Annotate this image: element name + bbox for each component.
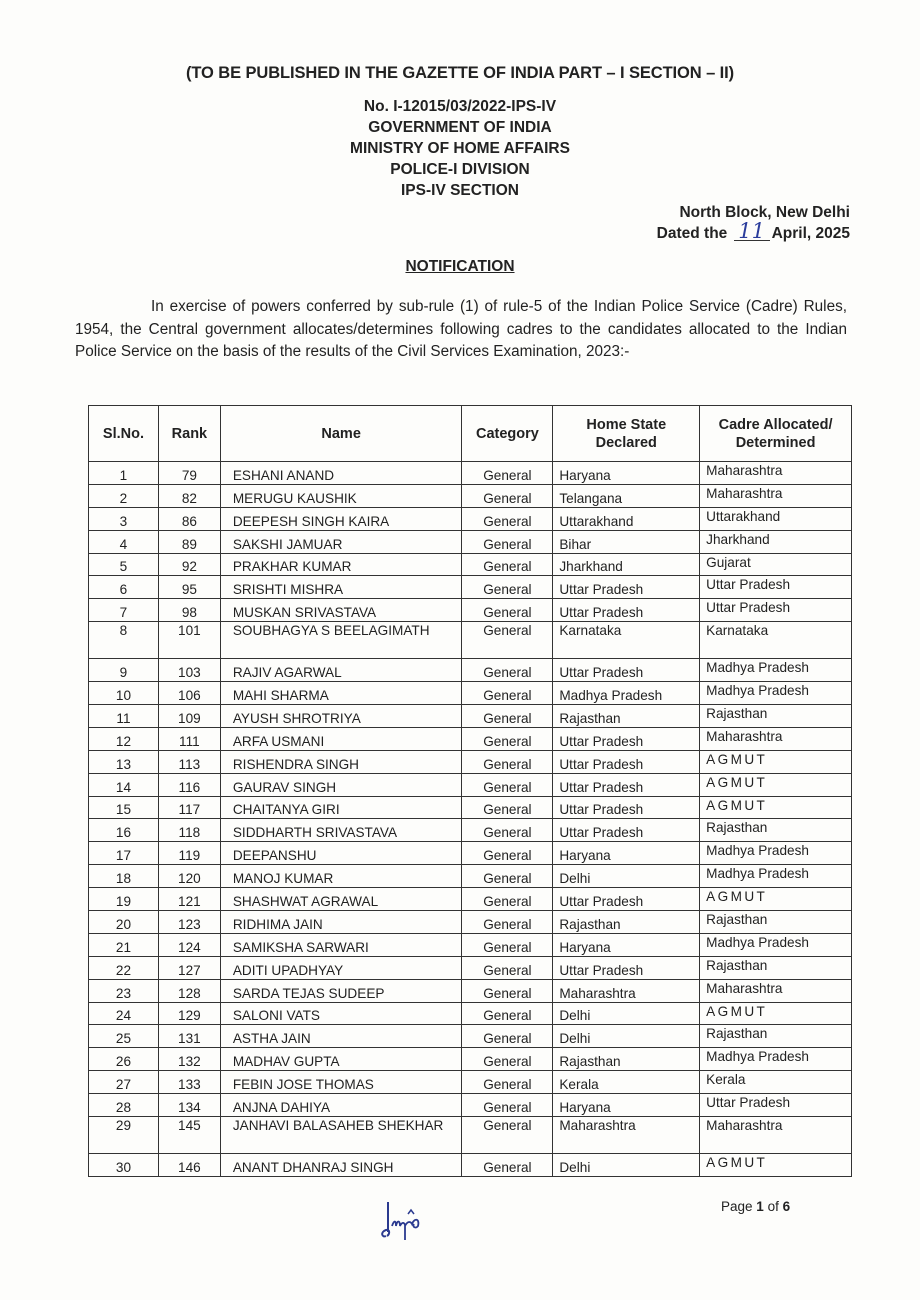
cell-sl-no: 4	[89, 530, 159, 553]
cell-sl-no: 25	[89, 1025, 159, 1048]
cell-cadre: Madhya Pradesh	[700, 1048, 852, 1071]
cell-name: MAHI SHARMA	[220, 682, 462, 705]
cell-category: General	[462, 1094, 553, 1117]
cell-category: General	[462, 727, 553, 750]
cell-category: General	[462, 462, 553, 485]
cell-cadre: Gujarat	[700, 553, 852, 576]
cell-home-state: Uttar Pradesh	[553, 956, 700, 979]
cell-name: ESHANI ANAND	[220, 462, 462, 485]
cell-cadre: Maharashtra	[700, 727, 852, 750]
cell-category: General	[462, 888, 553, 911]
cell-rank: 123	[158, 911, 220, 934]
table-row	[89, 1048, 852, 1071]
table-row	[89, 727, 852, 750]
cell-home-state: Uttar Pradesh	[553, 796, 700, 819]
header-rank: Rank	[158, 406, 220, 462]
cell-sl-no: 16	[89, 819, 159, 842]
cell-name: SRISHTI MISHRA	[220, 576, 462, 599]
cadre-allocation-table	[88, 405, 852, 1177]
cell-home-state: Delhi	[553, 1002, 700, 1025]
cell-sl-no: 15	[89, 796, 159, 819]
cell-rank: 145	[158, 1117, 220, 1154]
cell-cadre: AGMUT	[700, 773, 852, 796]
cell-name: SALONI VATS	[220, 1002, 462, 1025]
cell-name: ANANT DHANRAJ SINGH	[220, 1154, 462, 1177]
cell-rank: 117	[158, 796, 220, 819]
cell-home-state: Maharashtra	[553, 1117, 700, 1154]
cell-cadre: AGMUT	[700, 1002, 852, 1025]
division-name: POLICE-I DIVISION	[390, 161, 530, 178]
cell-cadre: Maharashtra	[700, 1117, 852, 1154]
cell-name: MADHAV GUPTA	[220, 1048, 462, 1071]
cell-rank: 111	[158, 727, 220, 750]
cell-home-state: Haryana	[553, 933, 700, 956]
cell-sl-no: 30	[89, 1154, 159, 1177]
cell-sl-no: 28	[89, 1094, 159, 1117]
cell-sl-no: 12	[89, 727, 159, 750]
cell-sl-no: 20	[89, 911, 159, 934]
cell-sl-no: 27	[89, 1071, 159, 1094]
cell-home-state: Madhya Pradesh	[553, 682, 700, 705]
cell-rank: 92	[158, 553, 220, 576]
table-row	[89, 1117, 852, 1154]
header-home-state: Home State Declared	[553, 406, 700, 462]
cell-rank: 121	[158, 888, 220, 911]
cell-category: General	[462, 622, 553, 659]
cell-home-state: Delhi	[553, 1025, 700, 1048]
cell-home-state: Uttar Pradesh	[553, 599, 700, 622]
cell-home-state: Maharashtra	[553, 979, 700, 1002]
cell-sl-no: 19	[89, 888, 159, 911]
cell-home-state: Rajasthan	[553, 911, 700, 934]
cell-name: SHASHWAT AGRAWAL	[220, 888, 462, 911]
cell-rank: 89	[158, 530, 220, 553]
header-category: Category	[462, 406, 553, 462]
cell-home-state: Haryana	[553, 1094, 700, 1117]
cell-home-state: Rajasthan	[553, 1048, 700, 1071]
cell-sl-no: 26	[89, 1048, 159, 1071]
table-row	[89, 530, 852, 553]
cell-home-state: Telangana	[553, 484, 700, 507]
cell-name: ADITI UPADHYAY	[220, 956, 462, 979]
cell-rank: 103	[158, 659, 220, 682]
cell-home-state: Delhi	[553, 865, 700, 888]
table-row	[89, 1025, 852, 1048]
cell-home-state: Uttar Pradesh	[553, 750, 700, 773]
cell-sl-no: 8	[89, 622, 159, 659]
cell-sl-no: 17	[89, 842, 159, 865]
cell-cadre: Kerala	[700, 1071, 852, 1094]
table-row	[89, 911, 852, 934]
cell-category: General	[462, 1117, 553, 1154]
cell-name: SIDDHARTH SRIVASTAVA	[220, 819, 462, 842]
cell-cadre: Rajasthan	[700, 911, 852, 934]
cell-category: General	[462, 1071, 553, 1094]
table-row	[89, 888, 852, 911]
cell-sl-no: 1	[89, 462, 159, 485]
cell-rank: 119	[158, 842, 220, 865]
table-row	[89, 1071, 852, 1094]
cell-cadre: AGMUT	[700, 750, 852, 773]
cell-category: General	[462, 865, 553, 888]
cell-name: MUSKAN SRIVASTAVA	[220, 599, 462, 622]
cell-rank: 98	[158, 599, 220, 622]
cell-home-state: Rajasthan	[553, 705, 700, 728]
signature-icon	[378, 1196, 438, 1242]
header-name: Name	[220, 406, 462, 462]
table-row	[89, 865, 852, 888]
cell-name: ASTHA JAIN	[220, 1025, 462, 1048]
place-and-date	[657, 202, 850, 244]
cell-name: PRAKHAR KUMAR	[220, 553, 462, 576]
cell-name: DEEPANSHU	[220, 842, 462, 865]
cell-home-state: Uttar Pradesh	[553, 819, 700, 842]
cell-sl-no: 22	[89, 956, 159, 979]
cell-home-state: Delhi	[553, 1154, 700, 1177]
table-row	[89, 462, 852, 485]
cell-category: General	[462, 819, 553, 842]
cell-rank: 79	[158, 462, 220, 485]
cell-cadre: Karnataka	[700, 622, 852, 659]
cell-rank: 124	[158, 933, 220, 956]
cell-name: SAMIKSHA SARWARI	[220, 933, 462, 956]
cell-name: GAURAV SINGH	[220, 773, 462, 796]
cell-cadre: Rajasthan	[700, 705, 852, 728]
cell-rank: 106	[158, 682, 220, 705]
cell-rank: 128	[158, 979, 220, 1002]
table-row	[89, 599, 852, 622]
cell-rank: 120	[158, 865, 220, 888]
cell-cadre: Uttar Pradesh	[700, 576, 852, 599]
cell-name: MERUGU KAUSHIK	[220, 484, 462, 507]
file-number: No. I-12015/03/2022-IPS-IV	[363, 98, 557, 115]
table-header-row	[89, 406, 852, 462]
cell-rank: 116	[158, 773, 220, 796]
cell-home-state: Uttar Pradesh	[553, 659, 700, 682]
cell-cadre: Uttar Pradesh	[700, 1094, 852, 1117]
table-row	[89, 1094, 852, 1117]
cell-sl-no: 7	[89, 599, 159, 622]
cell-name: ANJNA DAHIYA	[220, 1094, 462, 1117]
cell-home-state: Bihar	[553, 530, 700, 553]
cell-sl-no: 11	[89, 705, 159, 728]
table-row	[89, 705, 852, 728]
cell-sl-no: 9	[89, 659, 159, 682]
cell-category: General	[462, 796, 553, 819]
intro-paragraph: In exercise of powers conferred by sub-rule (1) of rule-5 of the Indian Police Service (Cadre) Rules, 1954, the Central government allocates/determines following cadres to the candidates allocated to the Indian Police Service on the basis of the results of the Civil Services Examination, 2023:-	[75, 298, 847, 361]
cell-cadre: AGMUT	[700, 1154, 852, 1177]
cell-rank: 146	[158, 1154, 220, 1177]
cell-name: RIDHIMA JAIN	[220, 911, 462, 934]
table-row	[89, 1002, 852, 1025]
cell-home-state: Uttar Pradesh	[553, 576, 700, 599]
cell-home-state: Haryana	[553, 842, 700, 865]
cell-home-state: Karnataka	[553, 622, 700, 659]
table-row	[89, 956, 852, 979]
cell-name: SOUBHAGYA S BEELAGIMATH	[220, 622, 462, 659]
cell-sl-no: 29	[89, 1117, 159, 1154]
cell-name: JANHAVI BALASAHEB SHEKHAR	[220, 1117, 462, 1154]
cell-category: General	[462, 1002, 553, 1025]
cell-category: General	[462, 750, 553, 773]
cell-rank: 109	[158, 705, 220, 728]
cell-sl-no: 10	[89, 682, 159, 705]
cell-home-state: Kerala	[553, 1071, 700, 1094]
cell-name: AYUSH SHROTRIYA	[220, 705, 462, 728]
cell-rank: 132	[158, 1048, 220, 1071]
cell-rank: 129	[158, 1002, 220, 1025]
cell-cadre: Maharashtra	[700, 484, 852, 507]
cell-category: General	[462, 1025, 553, 1048]
cell-category: General	[462, 1048, 553, 1071]
cell-home-state: Haryana	[553, 462, 700, 485]
table-row	[89, 819, 852, 842]
cell-cadre: AGMUT	[700, 796, 852, 819]
cell-category: General	[462, 911, 553, 934]
cell-name: ARFA USMANI	[220, 727, 462, 750]
cell-home-state: Uttar Pradesh	[553, 888, 700, 911]
cell-cadre: AGMUT	[700, 888, 852, 911]
cell-category: General	[462, 530, 553, 553]
cell-name: RISHENDRA SINGH	[220, 750, 462, 773]
cell-cadre: Madhya Pradesh	[700, 682, 852, 705]
table-row	[89, 507, 852, 530]
cell-sl-no: 14	[89, 773, 159, 796]
cell-sl-no: 3	[89, 507, 159, 530]
cell-name: CHAITANYA GIRI	[220, 796, 462, 819]
cell-cadre: Rajasthan	[700, 819, 852, 842]
current-page: 1	[756, 1199, 764, 1214]
ministry-name: MINISTRY OF HOME AFFAIRS	[350, 140, 570, 157]
table-row	[89, 979, 852, 1002]
header-cadre: Cadre Allocated/ Determined	[700, 406, 852, 462]
cell-category: General	[462, 956, 553, 979]
cell-category: General	[462, 682, 553, 705]
cell-rank: 82	[158, 484, 220, 507]
cell-category: General	[462, 553, 553, 576]
cell-sl-no: 2	[89, 484, 159, 507]
cell-rank: 86	[158, 507, 220, 530]
table-row	[89, 796, 852, 819]
cell-rank: 131	[158, 1025, 220, 1048]
cell-sl-no: 18	[89, 865, 159, 888]
cell-name: SAKSHI JAMUAR	[220, 530, 462, 553]
cell-home-state: Uttar Pradesh	[553, 727, 700, 750]
location: North Block, New Delhi	[679, 204, 850, 221]
cell-category: General	[462, 1154, 553, 1177]
cell-rank: 101	[158, 622, 220, 659]
cell-cadre: Madhya Pradesh	[700, 842, 852, 865]
cell-home-state: Uttarakhand	[553, 507, 700, 530]
page-number: Page 1 of 6	[721, 1199, 791, 1214]
cell-category: General	[462, 979, 553, 1002]
date-line	[656, 219, 850, 244]
table-row	[89, 682, 852, 705]
table-row	[89, 484, 852, 507]
cell-cadre: Maharashtra	[700, 462, 852, 485]
table-row	[89, 622, 852, 659]
government-name: GOVERNMENT OF INDIA	[368, 119, 552, 136]
cell-cadre: Rajasthan	[700, 956, 852, 979]
cell-cadre: Maharashtra	[700, 979, 852, 1002]
cell-rank: 95	[158, 576, 220, 599]
cell-cadre: Madhya Pradesh	[700, 659, 852, 682]
dated-prefix: Dated the	[656, 225, 728, 242]
cell-name: FEBIN JOSE THOMAS	[220, 1071, 462, 1094]
table-row	[89, 553, 852, 576]
cell-cadre: Rajasthan	[700, 1025, 852, 1048]
cell-name: DEEPESH SINGH KAIRA	[220, 507, 462, 530]
cell-rank: 133	[158, 1071, 220, 1094]
cell-rank: 118	[158, 819, 220, 842]
notification-title: NOTIFICATION	[405, 258, 515, 275]
month-year: April, 2025	[771, 225, 850, 242]
cell-rank: 113	[158, 750, 220, 773]
total-pages: 6	[782, 1199, 791, 1214]
header-sl-no: Sl.No.	[89, 406, 159, 462]
table-row	[89, 750, 852, 773]
cell-category: General	[462, 705, 553, 728]
cell-category: General	[462, 842, 553, 865]
cell-name: MANOJ KUMAR	[220, 865, 462, 888]
document-header	[0, 96, 920, 201]
cell-category: General	[462, 933, 553, 956]
cell-category: General	[462, 507, 553, 530]
cell-home-state: Uttar Pradesh	[553, 773, 700, 796]
cell-home-state: Jharkhand	[553, 553, 700, 576]
table-row	[89, 842, 852, 865]
table-row	[89, 933, 852, 956]
cell-sl-no: 6	[89, 576, 159, 599]
cell-sl-no: 24	[89, 1002, 159, 1025]
cell-sl-no: 21	[89, 933, 159, 956]
cell-cadre: Uttarakhand	[700, 507, 852, 530]
cell-category: General	[462, 576, 553, 599]
cell-rank: 134	[158, 1094, 220, 1117]
cell-name: RAJIV AGARWAL	[220, 659, 462, 682]
cell-cadre: Uttar Pradesh	[700, 599, 852, 622]
cell-category: General	[462, 484, 553, 507]
cell-name: SARDA TEJAS SUDEEP	[220, 979, 462, 1002]
table-row	[89, 659, 852, 682]
section-name: IPS-IV SECTION	[401, 182, 519, 199]
table-row	[89, 773, 852, 796]
table-row	[89, 1154, 852, 1177]
cell-category: General	[462, 773, 553, 796]
cell-category: General	[462, 599, 553, 622]
cell-cadre: Madhya Pradesh	[700, 933, 852, 956]
cell-cadre: Jharkhand	[700, 530, 852, 553]
cell-category: General	[462, 659, 553, 682]
cell-sl-no: 5	[89, 553, 159, 576]
table-row	[89, 576, 852, 599]
gazette-publication-line: (TO BE PUBLISHED IN THE GAZETTE OF INDIA PART – I SECTION – II)	[185, 64, 734, 82]
cell-sl-no: 23	[89, 979, 159, 1002]
handwritten-day: 11	[734, 223, 770, 241]
table-body	[89, 462, 852, 1177]
cell-sl-no: 13	[89, 750, 159, 773]
cell-rank: 127	[158, 956, 220, 979]
cell-cadre: Madhya Pradesh	[700, 865, 852, 888]
